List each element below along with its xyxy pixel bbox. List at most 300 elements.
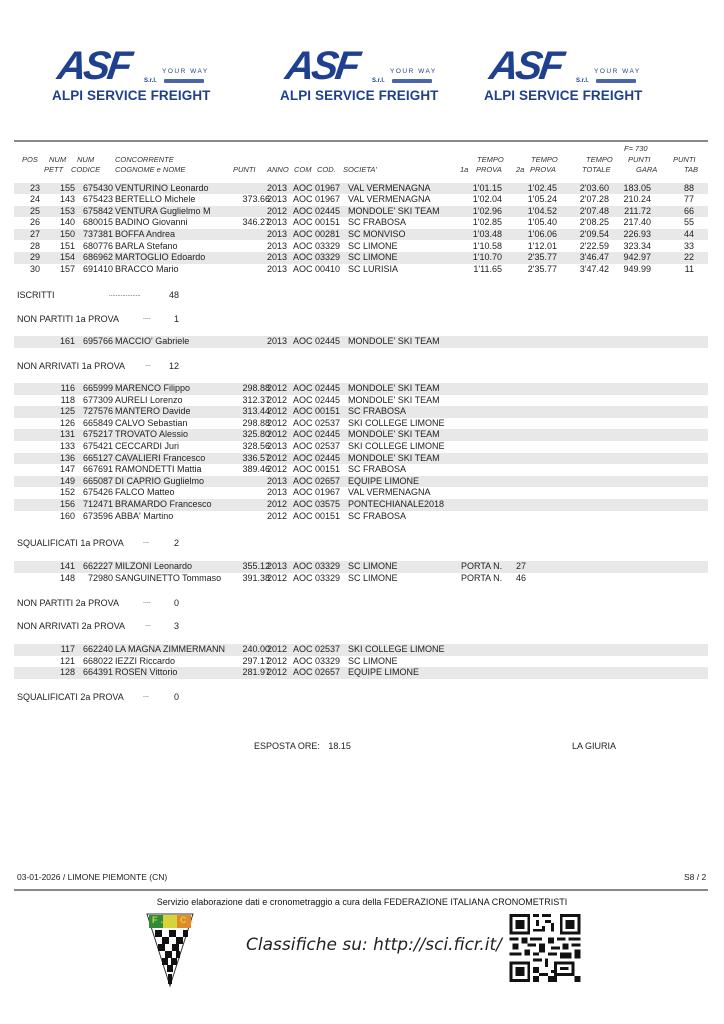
cell-punti: 346.27 — [242, 217, 270, 228]
cell-pos: 29 — [29, 252, 40, 263]
cell-cod: 01967 — [315, 194, 341, 205]
cell-punti: 298.88 — [242, 417, 270, 428]
page-number: S8 / 2 — [684, 872, 707, 882]
hdr-prova1: PROVA — [476, 165, 502, 174]
asf-logo — [280, 46, 440, 108]
hdr-punti: PUNTI — [233, 165, 256, 174]
cell-cod: 02445 — [315, 205, 341, 216]
cell-cod: 03329 — [315, 252, 341, 263]
cell-codice: 665849 — [82, 417, 113, 428]
cell-cod: 00410 — [315, 263, 341, 274]
cell-pett: 140 — [59, 217, 75, 228]
cell-com: AOC — [293, 499, 313, 509]
cell-cod: 02657 — [315, 475, 341, 486]
cell-nome: MANTERO Davide — [115, 406, 191, 417]
cell-com: AOC — [293, 205, 313, 216]
result-row — [14, 229, 708, 241]
cell-nome: CAVALIERI Francesco — [115, 452, 206, 463]
iscritti-dots: ................... — [109, 292, 141, 298]
cell-punti: 373.66 — [242, 194, 270, 205]
cell-nome: FALCO Matteo — [115, 487, 175, 498]
cell-nome: MACCIO' Gabriele — [115, 336, 190, 346]
cell-societa: MONDOLE' SKI TEAM — [348, 205, 440, 216]
cell-t1: 1'03.48 — [472, 228, 502, 239]
cell-cod: 02445 — [315, 452, 341, 463]
cell-nome: MARTOGLIO Edoardo — [115, 252, 206, 263]
cell-societa: EQUIPE LIMONE — [348, 475, 420, 486]
cell-societa: SKI COLLEGE LIMONE — [348, 644, 445, 654]
cell-cod: 03329 — [315, 240, 341, 251]
cell-cod: 00151 — [315, 464, 341, 475]
cell-punti: 355.12 — [242, 561, 270, 571]
cell-codice: 727576 — [82, 406, 113, 417]
result-row — [14, 183, 708, 195]
hdr-num-codice-2: CODICE — [71, 165, 101, 174]
list-item — [14, 464, 708, 476]
date-place: 03-01-2026 / LIMONE PIEMONTE (CN) — [17, 872, 168, 882]
cell-societa: SC LURISIA — [348, 263, 399, 274]
hdr-num-codice-1: NUM — [77, 155, 95, 164]
cell-nome: LA MAGNA ZIMMERMANN — [115, 644, 226, 654]
cell-porta: 46 — [516, 572, 527, 583]
section-dots: .... — [143, 598, 151, 605]
cell-societa: EQUIPE LIMONE — [348, 667, 420, 678]
ficr-logo — [146, 912, 198, 988]
cell-societa: MONDOLE' SKI TEAM — [348, 394, 440, 405]
cell-anno: 2013 — [267, 182, 288, 193]
cell-tab: 33 — [683, 240, 694, 251]
cell-cod: 03329 — [315, 655, 341, 666]
cell-nome: RAMONDETTI Mattia — [115, 464, 202, 475]
cell-pett: 128 — [59, 667, 75, 678]
list-item — [14, 487, 708, 499]
hdr-concorrente-2: COGNOME e NOME — [115, 165, 186, 174]
qr-code[interactable] — [509, 914, 581, 982]
cell-nome: IEZZI Riccardo — [115, 655, 176, 666]
cell-t2: 1'04.52 — [527, 205, 557, 216]
cell-pos: 26 — [29, 217, 40, 228]
asf-suffix: S.r.l. — [372, 78, 385, 84]
cell-pett: 153 — [59, 205, 75, 216]
section-label: NON PARTITI 1a PROVA — [17, 314, 120, 324]
cell-pett: 151 — [59, 240, 75, 251]
cell-tab: 77 — [683, 194, 694, 205]
section-count: 2 — [174, 538, 180, 548]
cell-com: AOC — [293, 336, 313, 346]
section-dots: .... — [143, 314, 151, 321]
cell-societa: SC FRABOSA — [348, 510, 407, 521]
cell-com: AOC — [293, 252, 313, 263]
asf-logo — [484, 46, 644, 108]
asf-name: ALPI SERVICE FREIGHT — [484, 88, 643, 103]
cell-com: AOC — [293, 644, 313, 654]
cell-nome: SANGUINETTO Tommaso — [115, 572, 222, 583]
cell-anno: 2012 — [267, 644, 288, 654]
cell-cod: 00281 — [315, 228, 341, 239]
cell-punti: 298.88 — [242, 383, 270, 393]
cell-pett: 126 — [59, 417, 75, 428]
cell-codice: 675430 — [82, 182, 113, 193]
hdr-cod: COD. — [317, 165, 336, 174]
section-count: 1 — [174, 314, 180, 324]
cell-societa: SC MONVISO — [348, 228, 406, 239]
cell-t2: 2'35.77 — [527, 263, 557, 274]
cell-gara: 226.93 — [623, 228, 651, 239]
cell-com: AOC — [293, 667, 313, 678]
cell-societa: SKI COLLEGE LIMONE — [348, 417, 445, 428]
asf-name: ALPI SERVICE FREIGHT — [52, 88, 211, 103]
list-item — [14, 561, 708, 573]
cell-nome: BERTELLO Michele — [115, 194, 196, 205]
section-dots: ... — [145, 361, 151, 368]
cell-t2: 1'05.24 — [527, 194, 557, 205]
list-item — [14, 429, 708, 441]
cell-codice: 695766 — [82, 336, 113, 346]
cell-tot: 3'47.42 — [579, 263, 609, 274]
cell-tab: 88 — [683, 182, 694, 193]
list-item — [14, 406, 708, 418]
cell-societa: MONDOLE' SKI TEAM — [348, 383, 440, 393]
result-row — [14, 194, 708, 206]
list-item — [14, 476, 708, 488]
cell-nome: ABBA' Martino — [115, 510, 174, 521]
hdr-com: COM — [294, 165, 312, 174]
cell-pett: 121 — [59, 655, 75, 666]
cell-codice: 737381 — [82, 228, 113, 239]
cell-pett: 133 — [59, 441, 75, 451]
cell-societa: PONTECHIANALE2018 — [348, 499, 445, 509]
result-row — [14, 252, 708, 264]
cell-tot: 2'22.59 — [579, 240, 609, 251]
cell-com: AOC — [293, 182, 313, 193]
cell-pett: 150 — [59, 228, 75, 239]
cell-nome: AURELI Lorenzo — [115, 394, 183, 405]
hdr-tempo-tot-1: TEMPO — [586, 155, 613, 164]
cell-societa: SC FRABOSA — [348, 464, 407, 475]
cell-porta-label: PORTA N. — [461, 572, 503, 583]
cell-pos: 28 — [29, 240, 40, 251]
hdr-punti-tab-2: TAB — [684, 165, 699, 174]
result-row — [14, 217, 708, 229]
cell-gara: 210.24 — [623, 194, 651, 205]
cell-pett: 149 — [59, 475, 75, 486]
cell-t1: 1'01.15 — [472, 182, 502, 193]
cell-com: AOC — [293, 572, 313, 583]
cell-t2: 1'02.45 — [527, 182, 557, 193]
cell-t2: 2'35.77 — [527, 252, 557, 263]
list-item — [14, 418, 708, 430]
cell-anno: 2013 — [267, 194, 288, 205]
cell-anno: 2013 — [267, 263, 288, 274]
cell-com: AOC — [293, 441, 313, 451]
cell-com: AOC — [293, 406, 313, 417]
cell-pett: 118 — [60, 394, 75, 405]
cell-com: AOC — [293, 510, 313, 521]
cell-com: AOC — [293, 475, 313, 486]
hdr-tempo-tot-2: TOTALE — [582, 165, 611, 174]
cell-t2: 1'12.01 — [527, 240, 557, 251]
hdr-prova2: PROVA — [530, 165, 556, 174]
cell-codice: 675842 — [82, 205, 113, 216]
cell-t1: 1'11.65 — [473, 263, 502, 274]
cell-anno: 2012 — [267, 383, 288, 393]
list-item — [14, 656, 708, 668]
asf-mark: ASF — [282, 44, 361, 88]
cell-codice: 680776 — [82, 240, 113, 251]
cell-tot: 3'46.47 — [579, 252, 609, 263]
cell-cod: 02445 — [315, 429, 341, 440]
cell-tot: 2'03.60 — [579, 182, 609, 193]
cell-nome: BRAMARDO Francesco — [115, 499, 212, 509]
cell-societa: MONDOLE' SKI TEAM — [348, 336, 440, 346]
cell-societa: SC LIMONE — [348, 240, 398, 251]
cell-punti: 389.46 — [242, 464, 270, 475]
cell-pos: 24 — [29, 194, 40, 205]
cell-anno: 2013 — [267, 228, 288, 239]
list-item — [14, 383, 708, 395]
cell-codice: 668022 — [82, 655, 113, 666]
cell-nome: VENTURINO Leonardo — [115, 182, 209, 193]
hdr-pos: POS — [22, 155, 38, 164]
cell-pett: 155 — [59, 182, 75, 193]
hdr-tempo1: TEMPO — [477, 155, 504, 164]
cell-nome: BOFFA Andrea — [115, 228, 176, 239]
cell-t2: 1'06.06 — [527, 228, 557, 239]
cell-pett: 117 — [60, 644, 75, 654]
cell-societa: SC LIMONE — [348, 252, 398, 263]
cell-nome: BARLA Stefano — [115, 240, 178, 251]
cell-codice: 673596 — [82, 510, 113, 521]
hdr-num-pett-2: PETT — [44, 165, 64, 174]
section-dots: ... — [143, 692, 149, 699]
cell-codice: 675423 — [82, 194, 113, 205]
cell-com: AOC — [293, 655, 313, 666]
cell-tot: 2'07.48 — [579, 205, 609, 216]
asf-name: ALPI SERVICE FREIGHT — [280, 88, 439, 103]
list-item — [14, 395, 708, 407]
cell-societa: MONDOLE' SKI TEAM — [348, 429, 440, 440]
cell-codice: 662227 — [82, 561, 113, 571]
service-credit: Servizio elaborazione dati e cronometraggio a cura della FEDERAZIONE ITALIANA CRONOMETRISTI — [156, 897, 568, 907]
cell-punti: 391.38 — [242, 572, 270, 583]
list-item — [14, 667, 708, 679]
cell-anno: 2013 — [267, 441, 288, 451]
list-item — [14, 453, 708, 465]
cell-punti: 336.57 — [242, 452, 270, 463]
cell-tot: 2'07.28 — [579, 194, 609, 205]
cell-gara: 217.40 — [623, 217, 651, 228]
cell-punti: 281.97 — [242, 667, 270, 678]
cell-anno: 2013 — [267, 252, 288, 263]
list-item — [14, 441, 708, 453]
cell-anno: 2012 — [267, 510, 288, 521]
section-dots: ... — [145, 621, 151, 628]
cell-punti: 313.44 — [242, 406, 270, 417]
cell-pos: 25 — [29, 205, 40, 216]
section-label: SQUALIFICATI 2a PROVA — [17, 692, 124, 702]
asf-tagline: YOUR WAY — [390, 68, 437, 75]
cell-pett: 147 — [59, 464, 75, 475]
cell-anno: 2012 — [267, 429, 288, 440]
truck-icon — [392, 79, 432, 83]
cell-codice: 686962 — [82, 252, 113, 263]
cell-cod: 00151 — [315, 217, 341, 228]
asf-logo — [52, 46, 212, 108]
cell-pett: 143 — [59, 194, 75, 205]
cell-cod: 03575 — [315, 499, 341, 509]
cell-gara: 942.97 — [623, 252, 651, 263]
hdr-punti-tab-1: PUNTI — [673, 155, 696, 164]
list-item — [14, 511, 708, 523]
cell-nome: CECCARDI Juri — [115, 441, 180, 451]
esposta-ore — [254, 741, 351, 751]
cell-gara: 323.34 — [623, 240, 651, 251]
section-count: 0 — [174, 598, 180, 608]
cell-nome: VENTURA Guglielmo M — [115, 205, 211, 216]
cell-t1: 1'02.96 — [472, 205, 502, 216]
cell-t2: 1'05.40 — [527, 217, 557, 228]
cell-cod: 03329 — [315, 561, 341, 571]
cell-anno: 2012 — [267, 394, 288, 405]
cell-societa: VAL VERMENAGNA — [348, 487, 431, 498]
section-label: NON PARTITI 2a PROVA — [17, 598, 120, 608]
cell-cod: 02445 — [315, 383, 341, 393]
cell-codice: 72980 — [87, 572, 113, 583]
cell-pos: 30 — [29, 263, 40, 274]
cell-anno: 2013 — [267, 217, 288, 228]
cell-anno: 2012 — [267, 667, 288, 678]
hdr-concorrente-1: CONCORRENTE — [115, 155, 174, 164]
cell-com: AOC — [293, 228, 313, 239]
cell-cod: 01967 — [315, 182, 341, 193]
asf-suffix: S.r.l. — [576, 78, 589, 84]
cell-codice: 662240 — [82, 644, 113, 654]
cell-cod: 03329 — [315, 572, 341, 583]
cell-pett: 160 — [59, 510, 75, 521]
cell-com: AOC — [293, 263, 313, 274]
hdr-punti-gara-2: GARA — [636, 165, 658, 174]
classifiche-link[interactable]: Classifiche su: http://sci.ficr.it/ — [246, 935, 502, 955]
cell-pett: 136 — [59, 452, 75, 463]
cell-t1: 1'02.04 — [472, 194, 502, 205]
cell-com: AOC — [293, 487, 313, 498]
hdr-f-value: F= 730 — [624, 144, 648, 153]
cell-societa: SC LIMONE — [348, 655, 398, 666]
asf-mark: ASF — [54, 44, 133, 88]
cell-cod: 02537 — [315, 417, 341, 428]
asf-tagline: YOUR WAY — [594, 68, 641, 75]
cell-societa: SC LIMONE — [348, 572, 398, 583]
cell-cod: 02537 — [315, 441, 341, 451]
result-row — [14, 241, 708, 253]
section-label: NON ARRIVATI 1a PROVA — [17, 361, 126, 371]
list-item — [14, 644, 708, 656]
cell-pos: 27 — [29, 228, 40, 239]
cell-anno: 2012 — [267, 572, 288, 583]
cell-porta-label: PORTA N. — [461, 561, 503, 571]
cell-nome: TROVATO Alessio — [115, 429, 189, 440]
cell-codice: 665999 — [82, 383, 113, 393]
cell-anno: 2013 — [267, 561, 288, 571]
cell-pett: 125 — [59, 406, 75, 417]
cell-anno: 2013 — [267, 475, 288, 486]
cell-nome: BADINO Giovanni — [115, 217, 188, 228]
ficr-logo-text: F.I.C. — [152, 915, 198, 925]
hdr-tempo2: TEMPO — [531, 155, 558, 164]
cell-gara: 183.05 — [623, 182, 651, 193]
cell-nome: MILZONI Leonardo — [115, 561, 193, 571]
cell-com: AOC — [293, 561, 313, 571]
cell-codice: 665087 — [82, 475, 113, 486]
cell-codice: 665127 — [82, 452, 113, 463]
section-label: SQUALIFICATI 1a PROVA — [17, 538, 124, 548]
cell-anno: 2013 — [267, 336, 288, 346]
cell-porta: 27 — [516, 561, 527, 571]
hdr-societa: SOCIETA' — [343, 165, 377, 174]
cell-com: AOC — [293, 417, 313, 428]
section-label: NON ARRIVATI 2a PROVA — [17, 621, 126, 631]
cell-tot: 2'08.25 — [579, 217, 609, 228]
cell-gara: 211.72 — [624, 205, 651, 216]
section-count: 0 — [174, 692, 180, 702]
cell-codice: 680015 — [82, 217, 113, 228]
esposta-value: 18.15 — [328, 741, 351, 751]
cell-codice: 677309 — [82, 394, 113, 405]
cell-cod: 00151 — [315, 406, 341, 417]
section-dots: ... — [143, 538, 149, 545]
cell-tab: 66 — [683, 205, 694, 216]
hdr-prova1-prefix: 1a — [460, 165, 469, 174]
cell-gara: 949.99 — [623, 263, 651, 274]
cell-tab: 22 — [683, 252, 694, 263]
cell-codice: 667691 — [82, 464, 113, 475]
hdr-punti-gara-1: PUNTI — [628, 155, 651, 164]
cell-pett: 141 — [59, 561, 75, 571]
cell-com: AOC — [293, 383, 313, 393]
cell-societa: MONDOLE' SKI TEAM — [348, 452, 440, 463]
cell-codice: 675217 — [82, 429, 113, 440]
cell-punti: 328.56 — [242, 441, 270, 451]
cell-codice: 675421 — [82, 441, 113, 451]
cell-codice: 675426 — [82, 487, 113, 498]
cell-punti: 312.37 — [242, 394, 270, 405]
cell-cod: 02657 — [315, 667, 341, 678]
hdr-anno: ANNO — [267, 165, 289, 174]
cell-com: AOC — [293, 464, 313, 475]
la-giuria: LA GIURIA — [572, 741, 617, 751]
truck-icon — [596, 79, 636, 83]
hdr-prova2-prefix: 2a — [516, 165, 525, 174]
list-item — [14, 336, 708, 348]
cell-cod: 00151 — [315, 510, 341, 521]
cell-codice: 664391 — [82, 667, 113, 678]
cell-tab: 55 — [683, 217, 694, 228]
cell-punti: 325.80 — [242, 429, 270, 440]
cell-pett: 116 — [60, 383, 75, 393]
result-row — [14, 264, 708, 276]
cell-nome: MARENCO Filippo — [115, 383, 191, 393]
result-row — [14, 206, 708, 218]
cell-societa: SC FRABOSA — [348, 217, 407, 228]
cell-tab: 44 — [683, 228, 694, 239]
cell-punti: 297.17 — [242, 655, 270, 666]
asf-tagline: YOUR WAY — [162, 68, 209, 75]
asf-suffix: S.r.l. — [144, 78, 157, 84]
section-count: 3 — [174, 621, 180, 631]
cell-pett: 152 — [59, 487, 75, 498]
hdr-num-pett-1: NUM — [49, 155, 67, 164]
cell-anno: 2012 — [267, 499, 288, 509]
